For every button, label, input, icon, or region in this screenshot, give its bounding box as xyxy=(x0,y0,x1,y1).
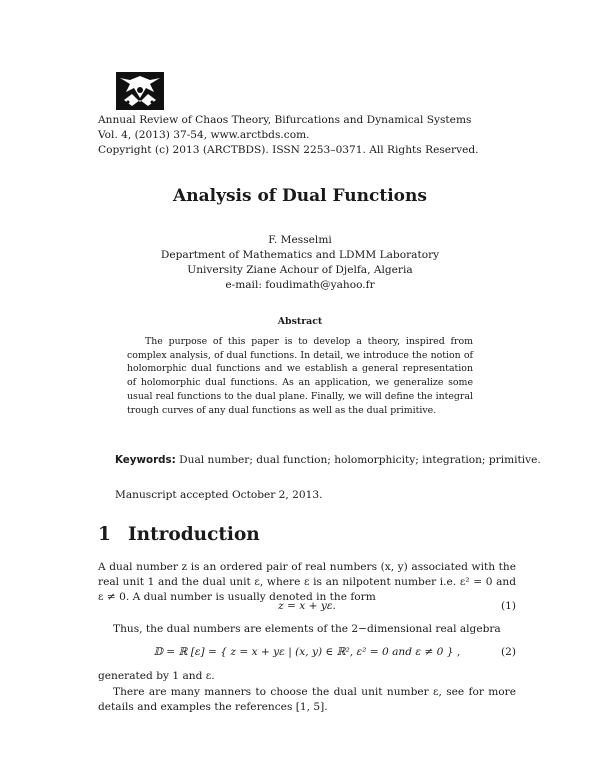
journal-logo xyxy=(116,72,164,110)
journal-header xyxy=(98,113,479,158)
equation-1-number: (1) xyxy=(500,600,516,612)
equation-2-number: (2) xyxy=(500,646,516,658)
author-block xyxy=(0,233,600,293)
author-university: University Ziane Achour of Djelfa, Algeria xyxy=(187,264,413,276)
section-heading xyxy=(98,524,260,545)
section-number: 1 xyxy=(98,524,111,545)
paragraph-3: generated by 1 and ε. xyxy=(98,670,215,682)
equation-2-math: 𝔻 = ℝ [ε] = { z = x + yε | (x, y) ∈ ℝ², ε² = 0 and ε ≠ 0 } , xyxy=(153,646,461,658)
equation-1-math: z = x + yε. xyxy=(278,600,336,612)
abstract-text: The purpose of this paper is to develop a theory, inspired from complex analysis, of dual functions. In detail, we introduce the notion of holomorphic dual functions and we establish a general representation of holomorphic dual functions. As an application, we generalize some usual real functions to the dual plane. Finally, we will define the integral trough curves of any dual functions as well as the dual primitive. xyxy=(127,336,473,416)
paragraph-1: A dual number z is an ordered pair of real numbers (x, y) associated with the real unit 1 and the dual unit ε, where ε is an nilpotent number i.e. ε² = 0 and ε ≠ 0. A dual number is usually denoted in the form xyxy=(98,561,516,604)
paragraph-4-block xyxy=(98,685,516,715)
author-name: F. Messelmi xyxy=(268,234,332,246)
paragraph-2: Thus, the dual numbers are elements of the 2−dimensional real algebra xyxy=(113,623,501,635)
abstract-body xyxy=(127,335,473,417)
paper-title: Analysis of Dual Functions xyxy=(173,186,427,206)
journal-copyright: Copyright (c) 2013 (ARCTBDS). ISSN 2253–0371. All Rights Reserved. xyxy=(98,144,479,156)
keywords-text: Dual number; dual function; holomorphicity; integration; primitive. xyxy=(175,454,541,466)
author-department: Department of Mathematics and LDMM Laboratory xyxy=(160,249,440,261)
journal-volume: Vol. 4, (2013) 37-54, www.arctbds.com. xyxy=(98,129,310,141)
keywords-label: Keywords: xyxy=(115,454,176,466)
author-email: e-mail: foudimath@yahoo.fr xyxy=(225,279,375,291)
manuscript-accepted: Manuscript accepted October 2, 2013. xyxy=(115,489,323,501)
section-title: Introduction xyxy=(128,524,260,545)
abstract-heading: Abstract xyxy=(277,316,323,327)
keywords xyxy=(115,454,545,466)
journal-name: Annual Review of Chaos Theory, Bifurcations and Dynamical Systems xyxy=(98,114,472,126)
paragraph-4: There are many manners to choose the dual unit number ε, see for more details and examples the references [1, 5]. xyxy=(98,686,516,714)
